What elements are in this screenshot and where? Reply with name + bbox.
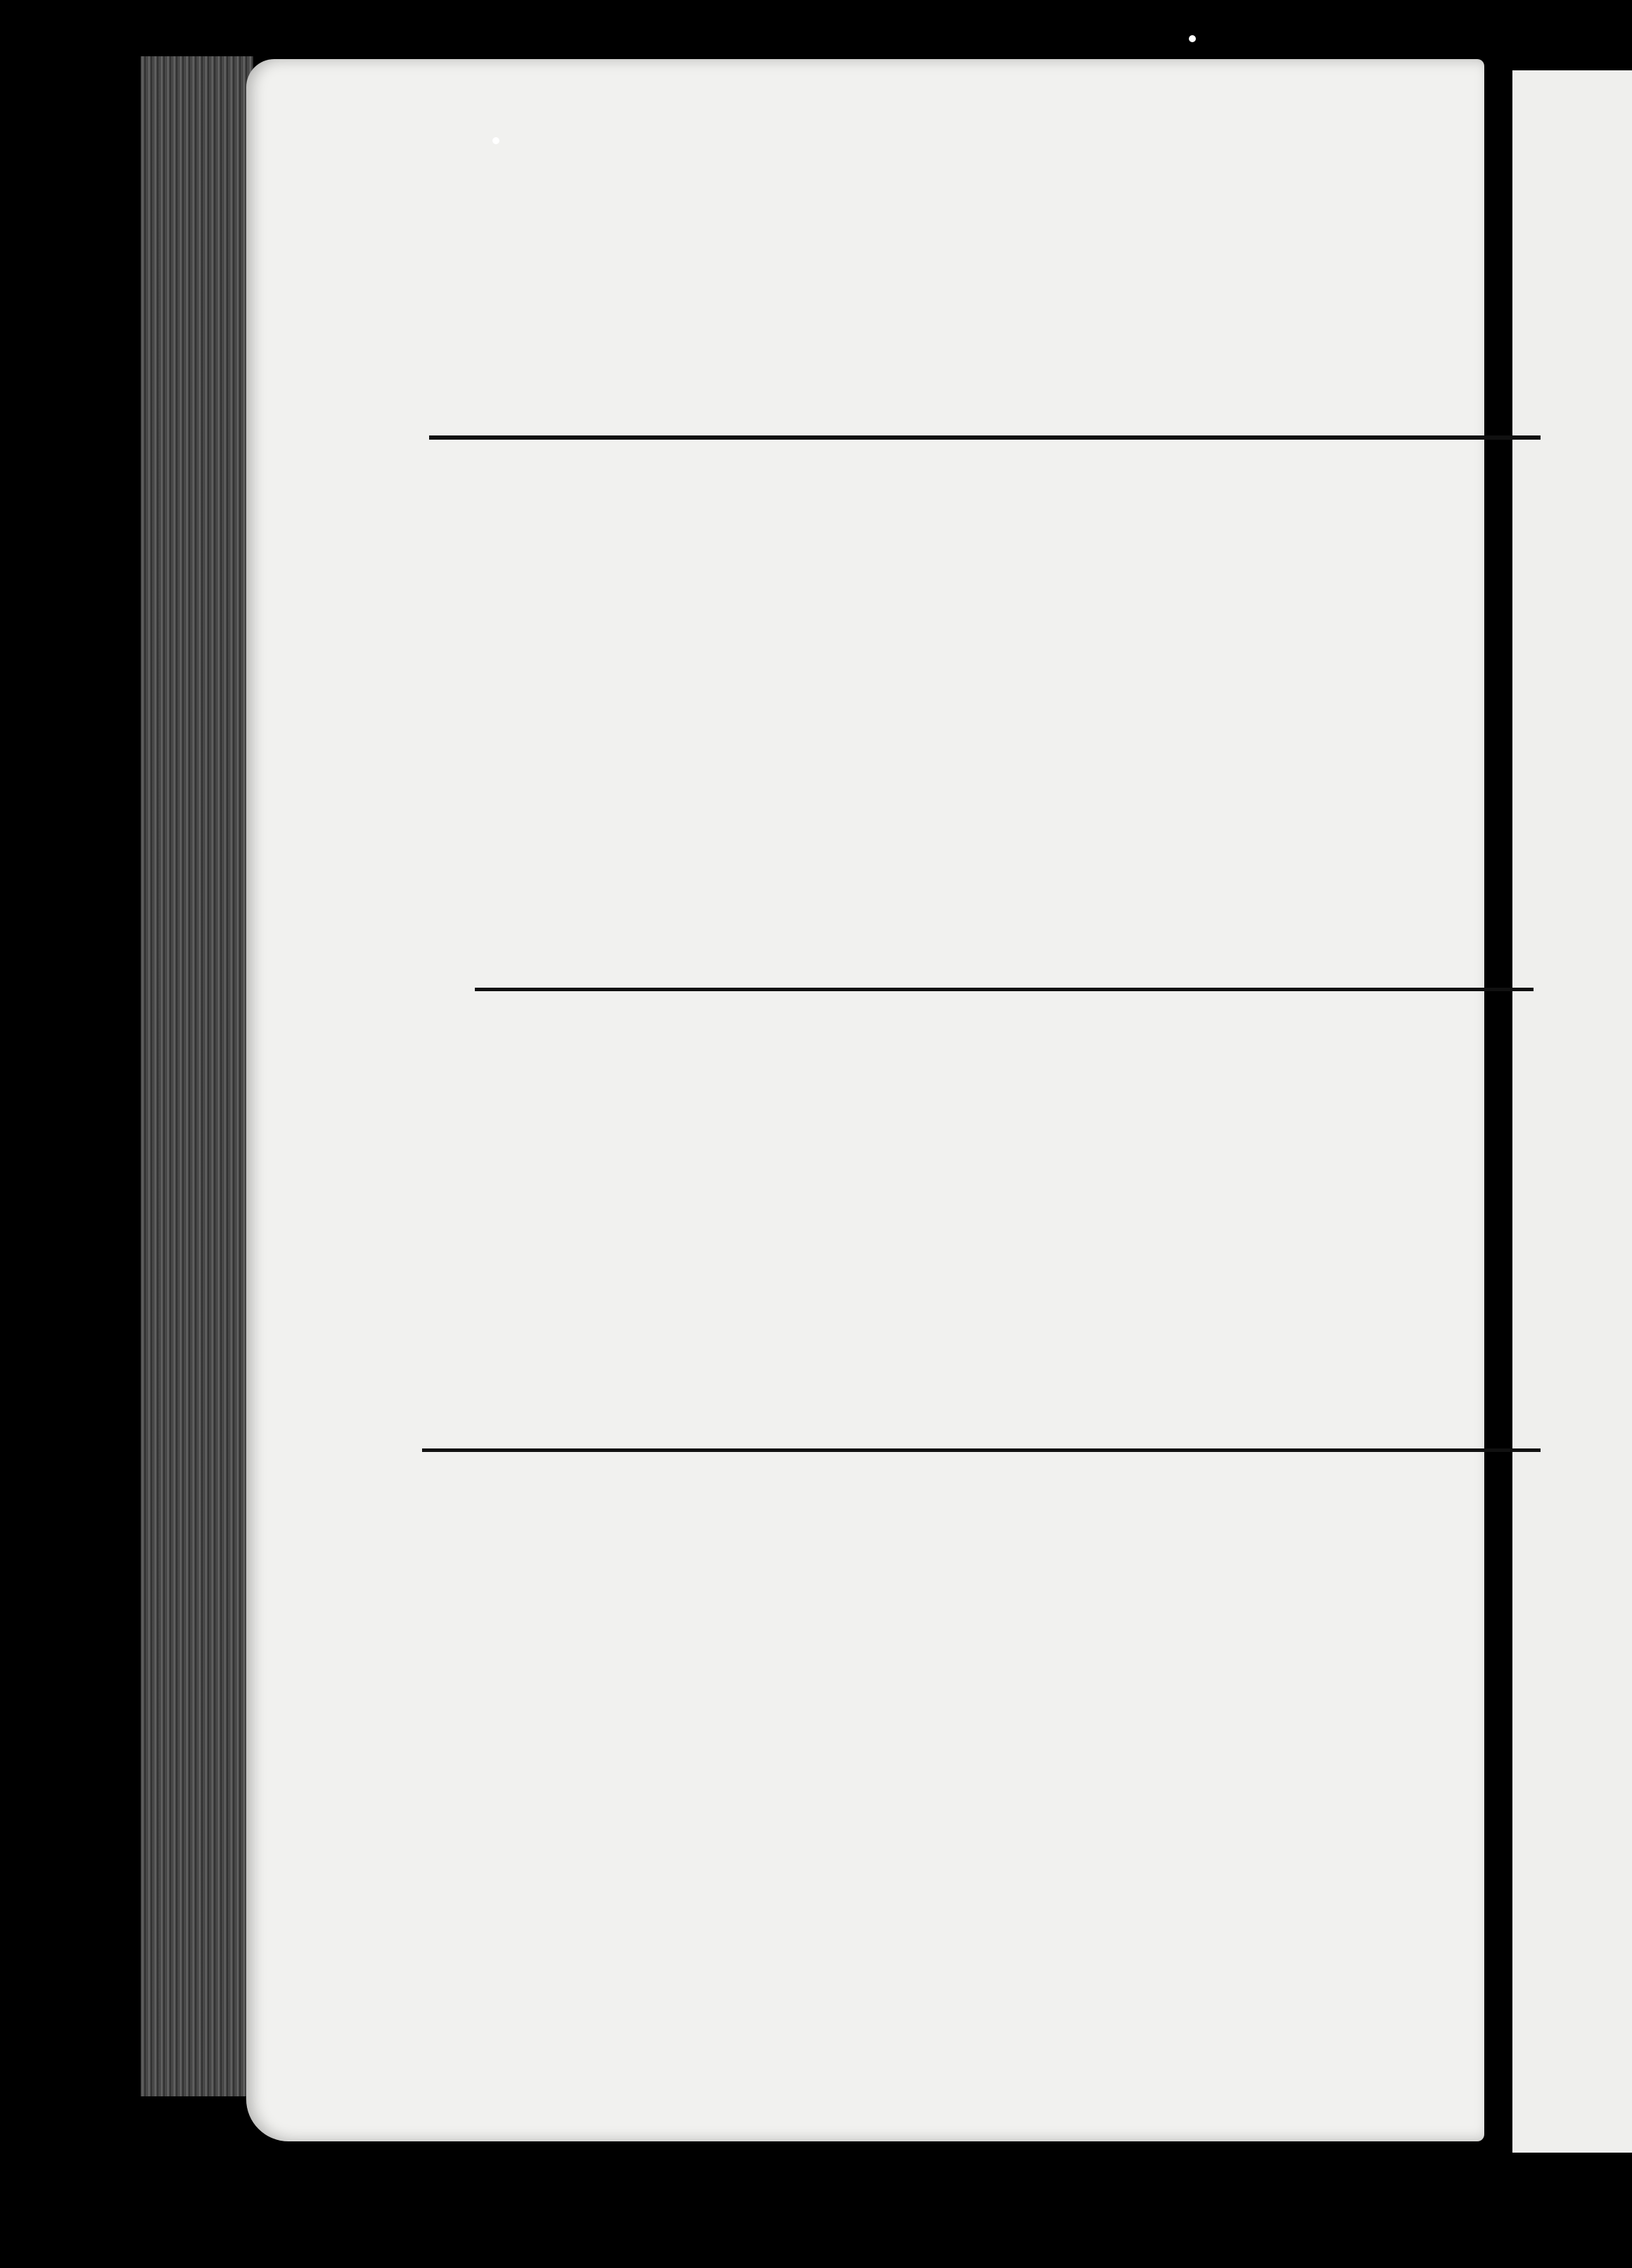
- section-rule-2: [422, 1448, 1541, 1452]
- speck: [492, 137, 499, 144]
- speck: [1189, 35, 1196, 42]
- book-page: [246, 59, 1484, 2141]
- book-edge: [141, 56, 253, 2096]
- section-rule-1: [475, 988, 1534, 991]
- facing-page-edge: [1512, 70, 1632, 2153]
- title-rule: [429, 435, 1541, 440]
